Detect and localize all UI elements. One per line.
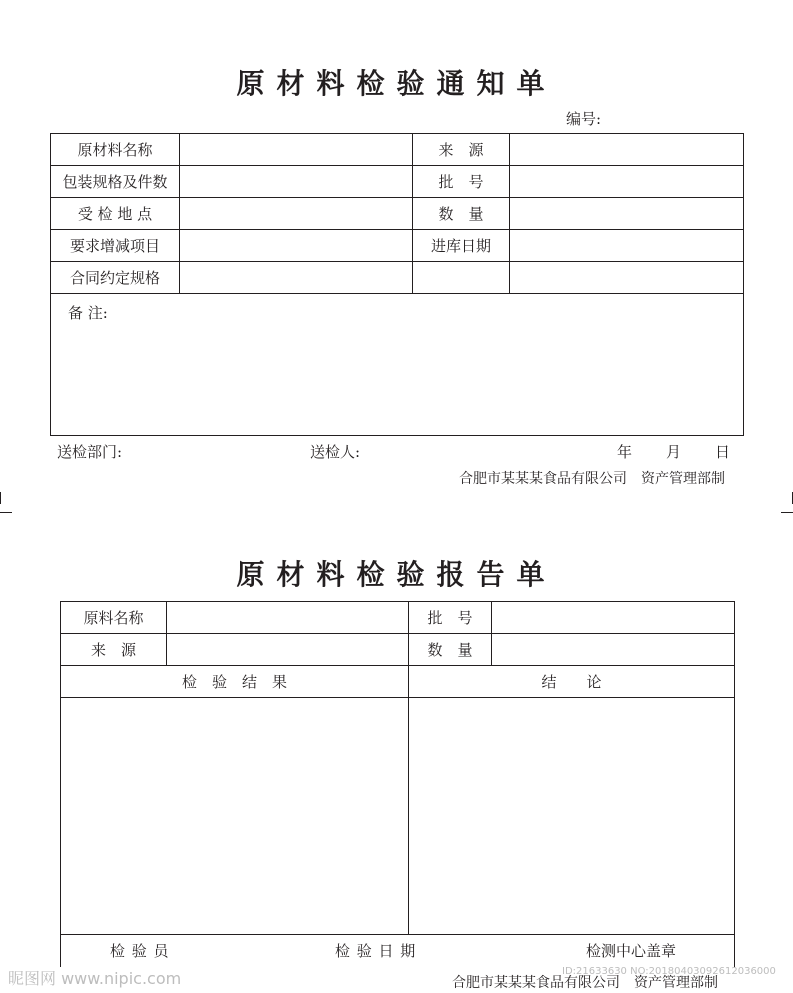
notice-row	[51, 230, 744, 262]
report-inspector-label: 检 验 员	[110, 942, 170, 960]
report-row-label: 来 源	[61, 634, 167, 666]
report-row-label: 原料名称	[61, 602, 167, 634]
notice-adjust-items-field[interactable]	[180, 230, 413, 262]
notice-row	[51, 198, 744, 230]
report-result-header: 检 验 结 果	[61, 666, 409, 698]
notice-row-label: 包装规格及件数	[51, 166, 180, 198]
notice-month-label: 月	[666, 443, 682, 461]
notice-remarks-field[interactable]	[51, 294, 744, 436]
notice-row-right-label	[413, 262, 510, 294]
notice-material-name-field[interactable]	[180, 134, 413, 166]
notice-remarks-label: 备 注:	[68, 304, 108, 322]
notice-row-label: 原材料名称	[51, 134, 180, 166]
report-row	[61, 602, 735, 634]
watermark-site: 昵图网 www.nipic.com	[8, 969, 182, 988]
report-result-field[interactable]	[61, 698, 409, 935]
report-row	[61, 634, 735, 666]
notice-source-field[interactable]	[510, 134, 744, 166]
notice-row-label: 受 检 地 点	[51, 198, 180, 230]
notice-row	[51, 166, 744, 198]
report-table	[60, 601, 735, 967]
notice-year-label: 年	[617, 443, 633, 461]
notice-row-right-label: 来 源	[413, 134, 510, 166]
notice-person-label: 送检人:	[310, 443, 361, 461]
notice-storage-date-field[interactable]	[510, 230, 744, 262]
report-row-right-label: 批 号	[409, 602, 492, 634]
notice-number-label: 编号:	[566, 110, 602, 128]
report-body-row	[61, 698, 735, 935]
report-title: 原材料检验报告单	[236, 558, 557, 591]
notice-contract-spec-field[interactable]	[180, 262, 413, 294]
notice-quantity-field[interactable]	[510, 198, 744, 230]
report-quantity-field[interactable]	[492, 634, 735, 666]
notice-day-label: 日	[715, 443, 731, 461]
notice-batch-field[interactable]	[510, 166, 744, 198]
report-header-row	[61, 666, 735, 698]
report-material-name-field[interactable]	[167, 602, 409, 634]
notice-title: 原材料检验通知单	[236, 67, 557, 100]
notice-row-label: 要求增减项目	[51, 230, 180, 262]
notice-row	[51, 262, 744, 294]
notice-table	[50, 133, 744, 436]
report-date-label: 检 验 日 期	[335, 942, 417, 960]
notice-footer: 合肥市某某某食品有限公司 资产管理部制	[459, 471, 725, 487]
notice-row-right-label: 批 号	[413, 166, 510, 198]
crop-mark-left-top	[0, 492, 1, 504]
notice-extra-field[interactable]	[510, 262, 744, 294]
notice-packaging-field[interactable]	[180, 166, 413, 198]
report-batch-field[interactable]	[492, 602, 735, 634]
notice-row	[51, 134, 744, 166]
notice-remarks-row	[51, 294, 744, 436]
report-seal-label: 检测中心盖章	[586, 942, 677, 960]
notice-row-label: 合同约定规格	[51, 262, 180, 294]
report-conclusion-field[interactable]	[409, 698, 735, 935]
report-footer: 合肥市某某某食品有限公司 资产管理部制	[452, 975, 718, 991]
report-row-right-label: 数 量	[409, 634, 492, 666]
notice-row-right-label: 进库日期	[413, 230, 510, 262]
crop-mark-left-bottom	[0, 512, 12, 513]
report-source-field[interactable]	[167, 634, 409, 666]
watermark-id: ID:21633630 NO:20180403092612036000	[562, 966, 776, 977]
notice-dept-label: 送检部门:	[57, 443, 123, 461]
crop-mark-right-bottom	[781, 512, 793, 513]
notice-row-right-label: 数 量	[413, 198, 510, 230]
report-conclusion-header: 结 论	[409, 666, 735, 698]
notice-location-field[interactable]	[180, 198, 413, 230]
